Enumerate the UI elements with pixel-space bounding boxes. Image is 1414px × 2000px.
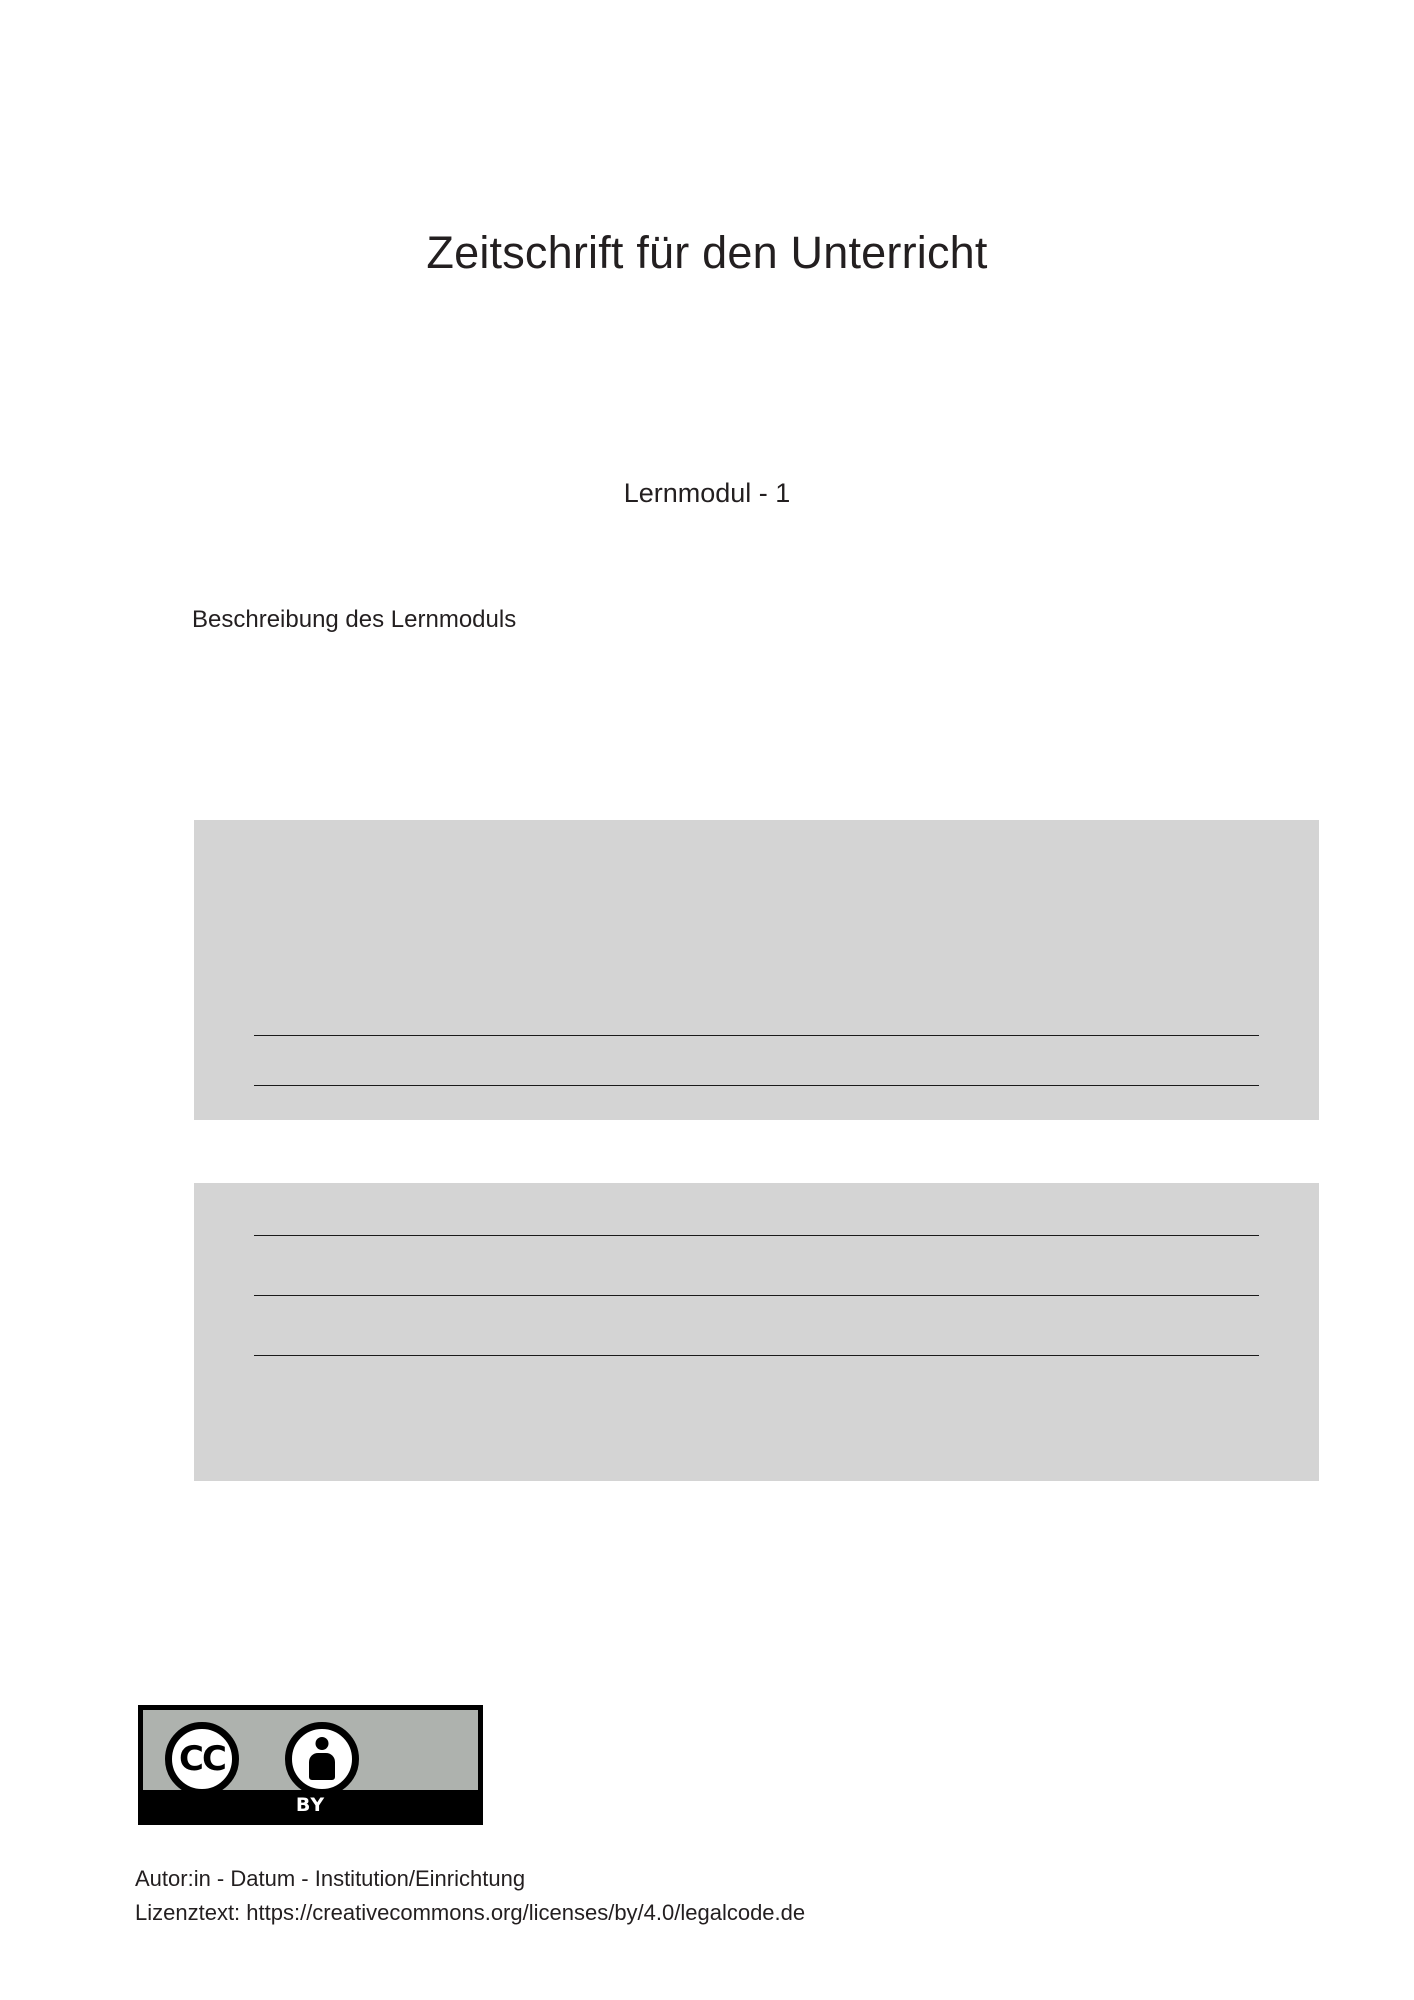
page-title: Zeitschrift für den Unterricht (426, 227, 988, 278)
creative-commons-icon: CC (165, 1722, 239, 1796)
badge-by-label: BY (295, 1794, 326, 1816)
module-description: Beschreibung des Lernmoduls (192, 606, 517, 633)
writing-rule (254, 1295, 1259, 1296)
writing-rule (254, 1355, 1259, 1356)
content-block-2 (194, 1183, 1319, 1481)
writing-rule (254, 1035, 1259, 1036)
footer (135, 1862, 805, 1930)
content-block-1 (194, 820, 1319, 1120)
module-heading: Lernmodul - 1 (623, 478, 791, 508)
attribution-person-icon (285, 1722, 359, 1796)
writing-rule (254, 1085, 1259, 1086)
license-line: Lizenztext: https://creativecommons.org/licenses/by/4.0/legalcode.de (135, 1900, 806, 1926)
creative-commons-badge (138, 1705, 483, 1825)
credit-line: Autor:in - Datum - Institution/Einrichtung (135, 1866, 526, 1891)
writing-rule (254, 1235, 1259, 1236)
